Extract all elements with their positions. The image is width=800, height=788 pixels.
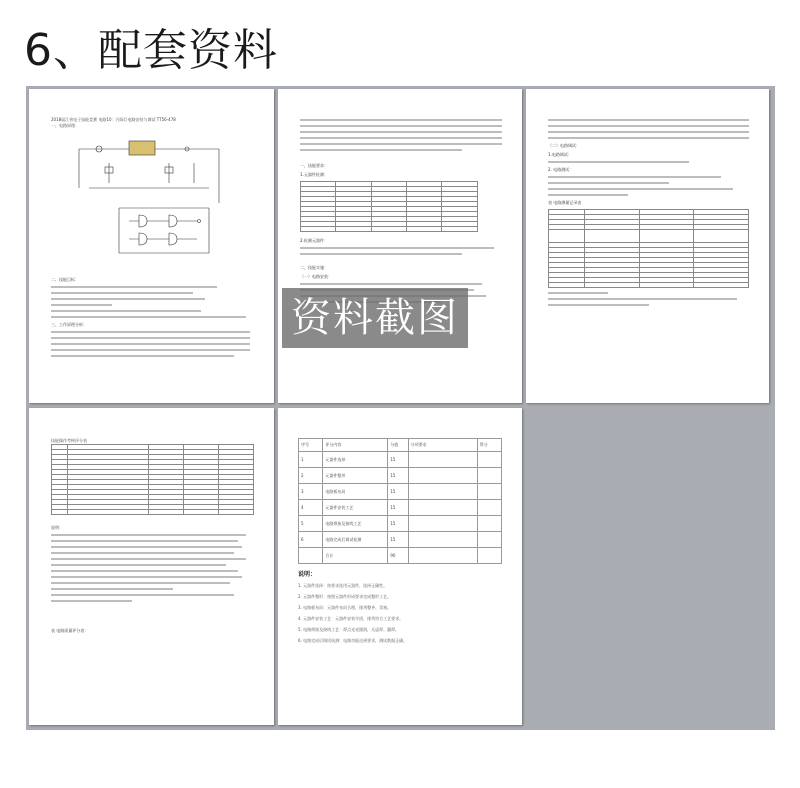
note-item: 4. 元器件安装工艺：元器件安装牢固，排列符合工艺要求。	[298, 616, 404, 621]
intro-text: 一、电路原理：	[51, 123, 79, 128]
table-cell: 15	[388, 452, 408, 468]
table-cell: 电路板布局	[323, 484, 388, 500]
table-cell: 元器件安装工艺	[323, 500, 388, 516]
document-page-2	[278, 89, 522, 403]
section-heading-assembly: （一）电路安装：	[300, 274, 332, 279]
document-screenshot-label: 资料截图	[282, 288, 468, 348]
section-heading-component-check: 1.元器件检测：	[300, 172, 328, 177]
section-heading-requirements: 一、技能要求：	[300, 163, 328, 168]
table-cell: 90	[388, 548, 408, 564]
section-heading-skills: 二、技能目标：	[51, 277, 79, 282]
section-heading-implementation: 二、技能实施：	[300, 265, 328, 270]
table-row	[299, 548, 502, 564]
note-item: 5. 电路焊接及接线工艺：焊点光亮圆润，无虚焊、漏焊。	[298, 627, 400, 632]
table-row: 5 电路焊接及接线工艺 15	[299, 516, 502, 532]
table-row: 3 电路板布局 15	[299, 484, 502, 500]
table-row: 2 元器件整形 15	[299, 468, 502, 484]
note-item: 6. 电路完成后调试检测：电路功能达到要求，测试数据正确。	[298, 638, 408, 643]
section-heading-principle: 三、工作原理分析：	[51, 322, 87, 327]
table-cell: 15	[388, 484, 408, 500]
section-heading-debug: （二）电路调试：	[548, 143, 580, 148]
table-cell: 元器件整形	[323, 468, 388, 484]
table-cell: 15	[388, 500, 408, 516]
scoring-table-title: 技能操作考核评分表	[51, 438, 87, 443]
operation-scoring-table	[51, 444, 254, 515]
document-page-5	[278, 408, 522, 725]
table-cell: 电路完成后调试检测	[323, 532, 388, 548]
notes-title: 说明：	[298, 571, 317, 578]
circuit-schematic-diagram	[69, 133, 259, 263]
col-header-index: 序号	[299, 439, 323, 452]
table-cell: 合计	[323, 548, 388, 564]
table-cell: 15	[388, 468, 408, 484]
document-page-4	[29, 408, 274, 725]
table-cell: 15	[388, 532, 408, 548]
component-list-table	[300, 181, 478, 232]
table-row: 6 电路完成后调试检测 15	[299, 532, 502, 548]
note-item: 2. 元器件整形：按照元器件形成要求完成整形工艺。	[298, 594, 392, 599]
table-cell: 元器件选择	[323, 452, 388, 468]
measurement-record-table	[548, 209, 749, 288]
section-heading-test: 2. 电路测试：	[548, 167, 574, 172]
table-cell: 电路焊接及接线工艺	[323, 516, 388, 532]
section-heading: 6、配套资料	[24, 25, 278, 76]
note-item: 3. 电路板布局：元器件布局合理，排列整齐、美观。	[298, 605, 392, 610]
section-heading-debug-1: 1.电路调试：	[548, 152, 572, 157]
col-header-result: 得分	[477, 439, 501, 452]
document-preview-canvas	[26, 86, 775, 730]
notes-heading: 说明：	[51, 525, 63, 530]
table-cell: 15	[388, 516, 408, 532]
measurement-table-title: 表 电路测量记录表	[548, 200, 582, 205]
col-header-score: 分值	[388, 439, 408, 452]
quality-score-heading: 表 电路质量评分表：	[51, 628, 89, 633]
table-row: 1 元器件选择 15	[299, 452, 502, 468]
page-header-text: 2018届江省电子技能竞赛 电路10：闪烁灯电路安装与调试 TT56-478	[51, 117, 176, 122]
section-heading-detect: 2.检测元器件：	[300, 238, 328, 243]
col-header-requirement: 分项要求	[408, 439, 477, 452]
document-page-1	[29, 89, 274, 403]
table-row: 4 元器件安装工艺 15	[299, 500, 502, 516]
note-item: 1. 元器件选择：按要求选用元器件，选择正确性。	[298, 583, 388, 588]
document-page-3	[526, 89, 769, 403]
col-header-content: 评分内容	[323, 439, 388, 452]
circuit-evaluation-table	[298, 438, 502, 564]
